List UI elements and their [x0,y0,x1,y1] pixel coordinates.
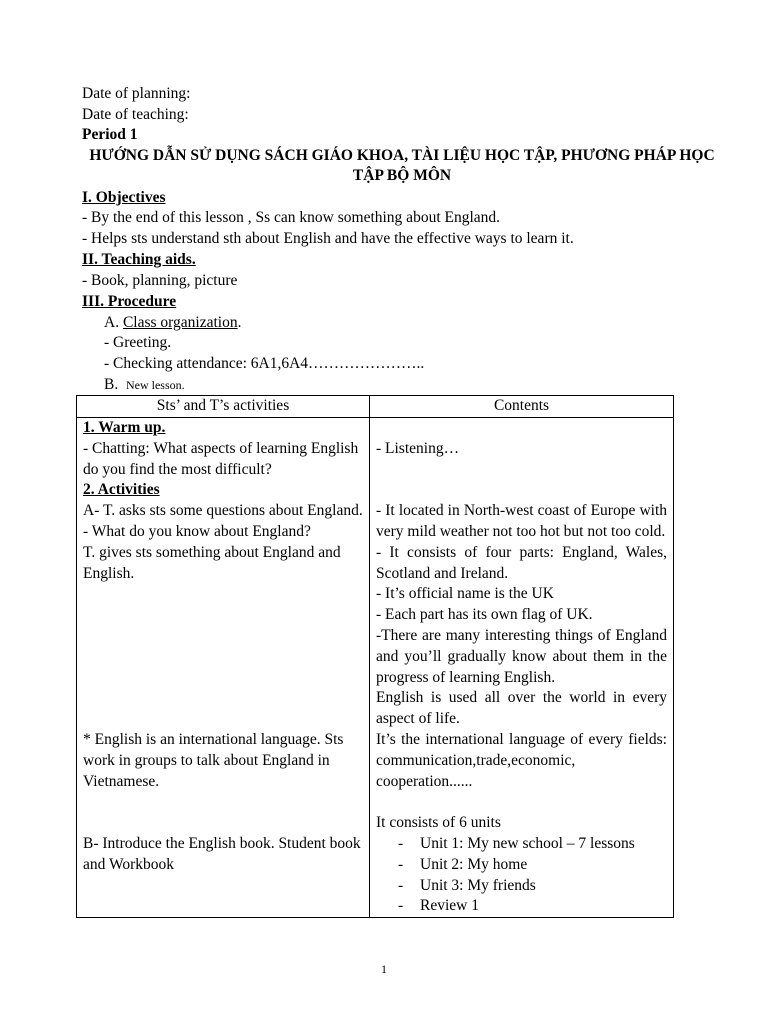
teaching-aids-heading: II. Teaching aids. [82,251,196,268]
list-item: - Unit 1: My new school – 7 lessons [398,834,667,855]
greeting: - Greeting. [104,334,172,351]
consists-text: - It consists of four parts: England, Wales, Scotland and Ireland. [376,543,667,582]
column-header-activities: Sts’ and T’s activities [77,396,370,418]
list-item: - Review 1 [398,896,667,917]
know-question: - What do you know about England? [83,522,311,540]
units-list [376,834,667,917]
units-intro: It consists of 6 units [376,814,501,832]
new-lesson [104,375,185,395]
list-item: - Unit 2: My home [398,855,667,876]
class-organization [104,313,241,333]
checking-attendance: - Checking attendance: 6A1,6A4………………….. [104,355,425,372]
international-text: * English is an international language. Sts work in groups to talk about England in Vietnamese. [83,730,344,790]
gives-text: T. gives sts something about England and English. [83,543,341,582]
chatting-text: - Chatting: What aspects of learning English do you find the most difficult? [83,439,359,478]
located-text: - It located in North-west coast of Europe with very mild weather not too hot but not too cold. [376,502,667,540]
column-header-contents: Contents [370,396,674,418]
warm-up-heading: 1. Warm up. [83,419,166,436]
activities-table [76,395,674,918]
flag-text: - Each part has its own flag of UK. [376,606,593,624]
new-lesson-label: New lesson. [125,378,185,392]
teaching-aids-text: - Book, planning, picture [82,272,238,289]
date-of-planning: Date of planning: [82,85,191,102]
class-organization-label: Class organization [122,314,238,331]
table-row [77,418,674,918]
contents-cell [370,418,674,918]
list-item: - Unit 3: My friends [398,876,667,897]
lesson-title: HƯỚNG DẪN SỬ DỤNG SÁCH GIÁO KHOA, TÀI LIỆU HỌC TẬP, PHƯƠNG PHÁP HỌC TẬP BỘ MÔN [89,147,715,184]
official-name-text: - It’s official name is the UK [376,585,554,603]
asks-text: A- T. asks sts some questions about England. [83,502,363,520]
date-of-teaching: Date of teaching: [82,106,189,123]
activities-heading: 2. Activities [83,481,160,499]
international-language-text: It’s the international language of every fields: communication,trade,economic, cooperation...... [376,730,667,790]
table-header-row [77,396,674,418]
interesting-text: -There are many interesting things of England and you’ll gradually know about them in the progress of learning English. [376,626,667,686]
section-a-suffix: . [237,314,242,331]
activities-cell [77,418,370,918]
objectives-heading: I. Objectives [82,189,166,206]
objective-item: - By the end of this lesson , Ss can know something about England. [82,209,501,226]
objective-item: - Helps sts understand sth about English and have the effective ways to learn it. [82,230,574,247]
listening-text: - Listening… [376,439,460,457]
introduce-book-text: B- Introduce the English book. Student book and Workbook [83,834,361,873]
english-used-text: English is used all over the world in every aspect of life. [376,689,667,728]
page-number: 1 [381,962,387,976]
procedure-heading: III. Procedure [82,293,177,310]
section-b-prefix: B. [104,376,119,393]
period-label: Period 1 [82,126,138,143]
section-a-prefix: A. [104,314,120,331]
